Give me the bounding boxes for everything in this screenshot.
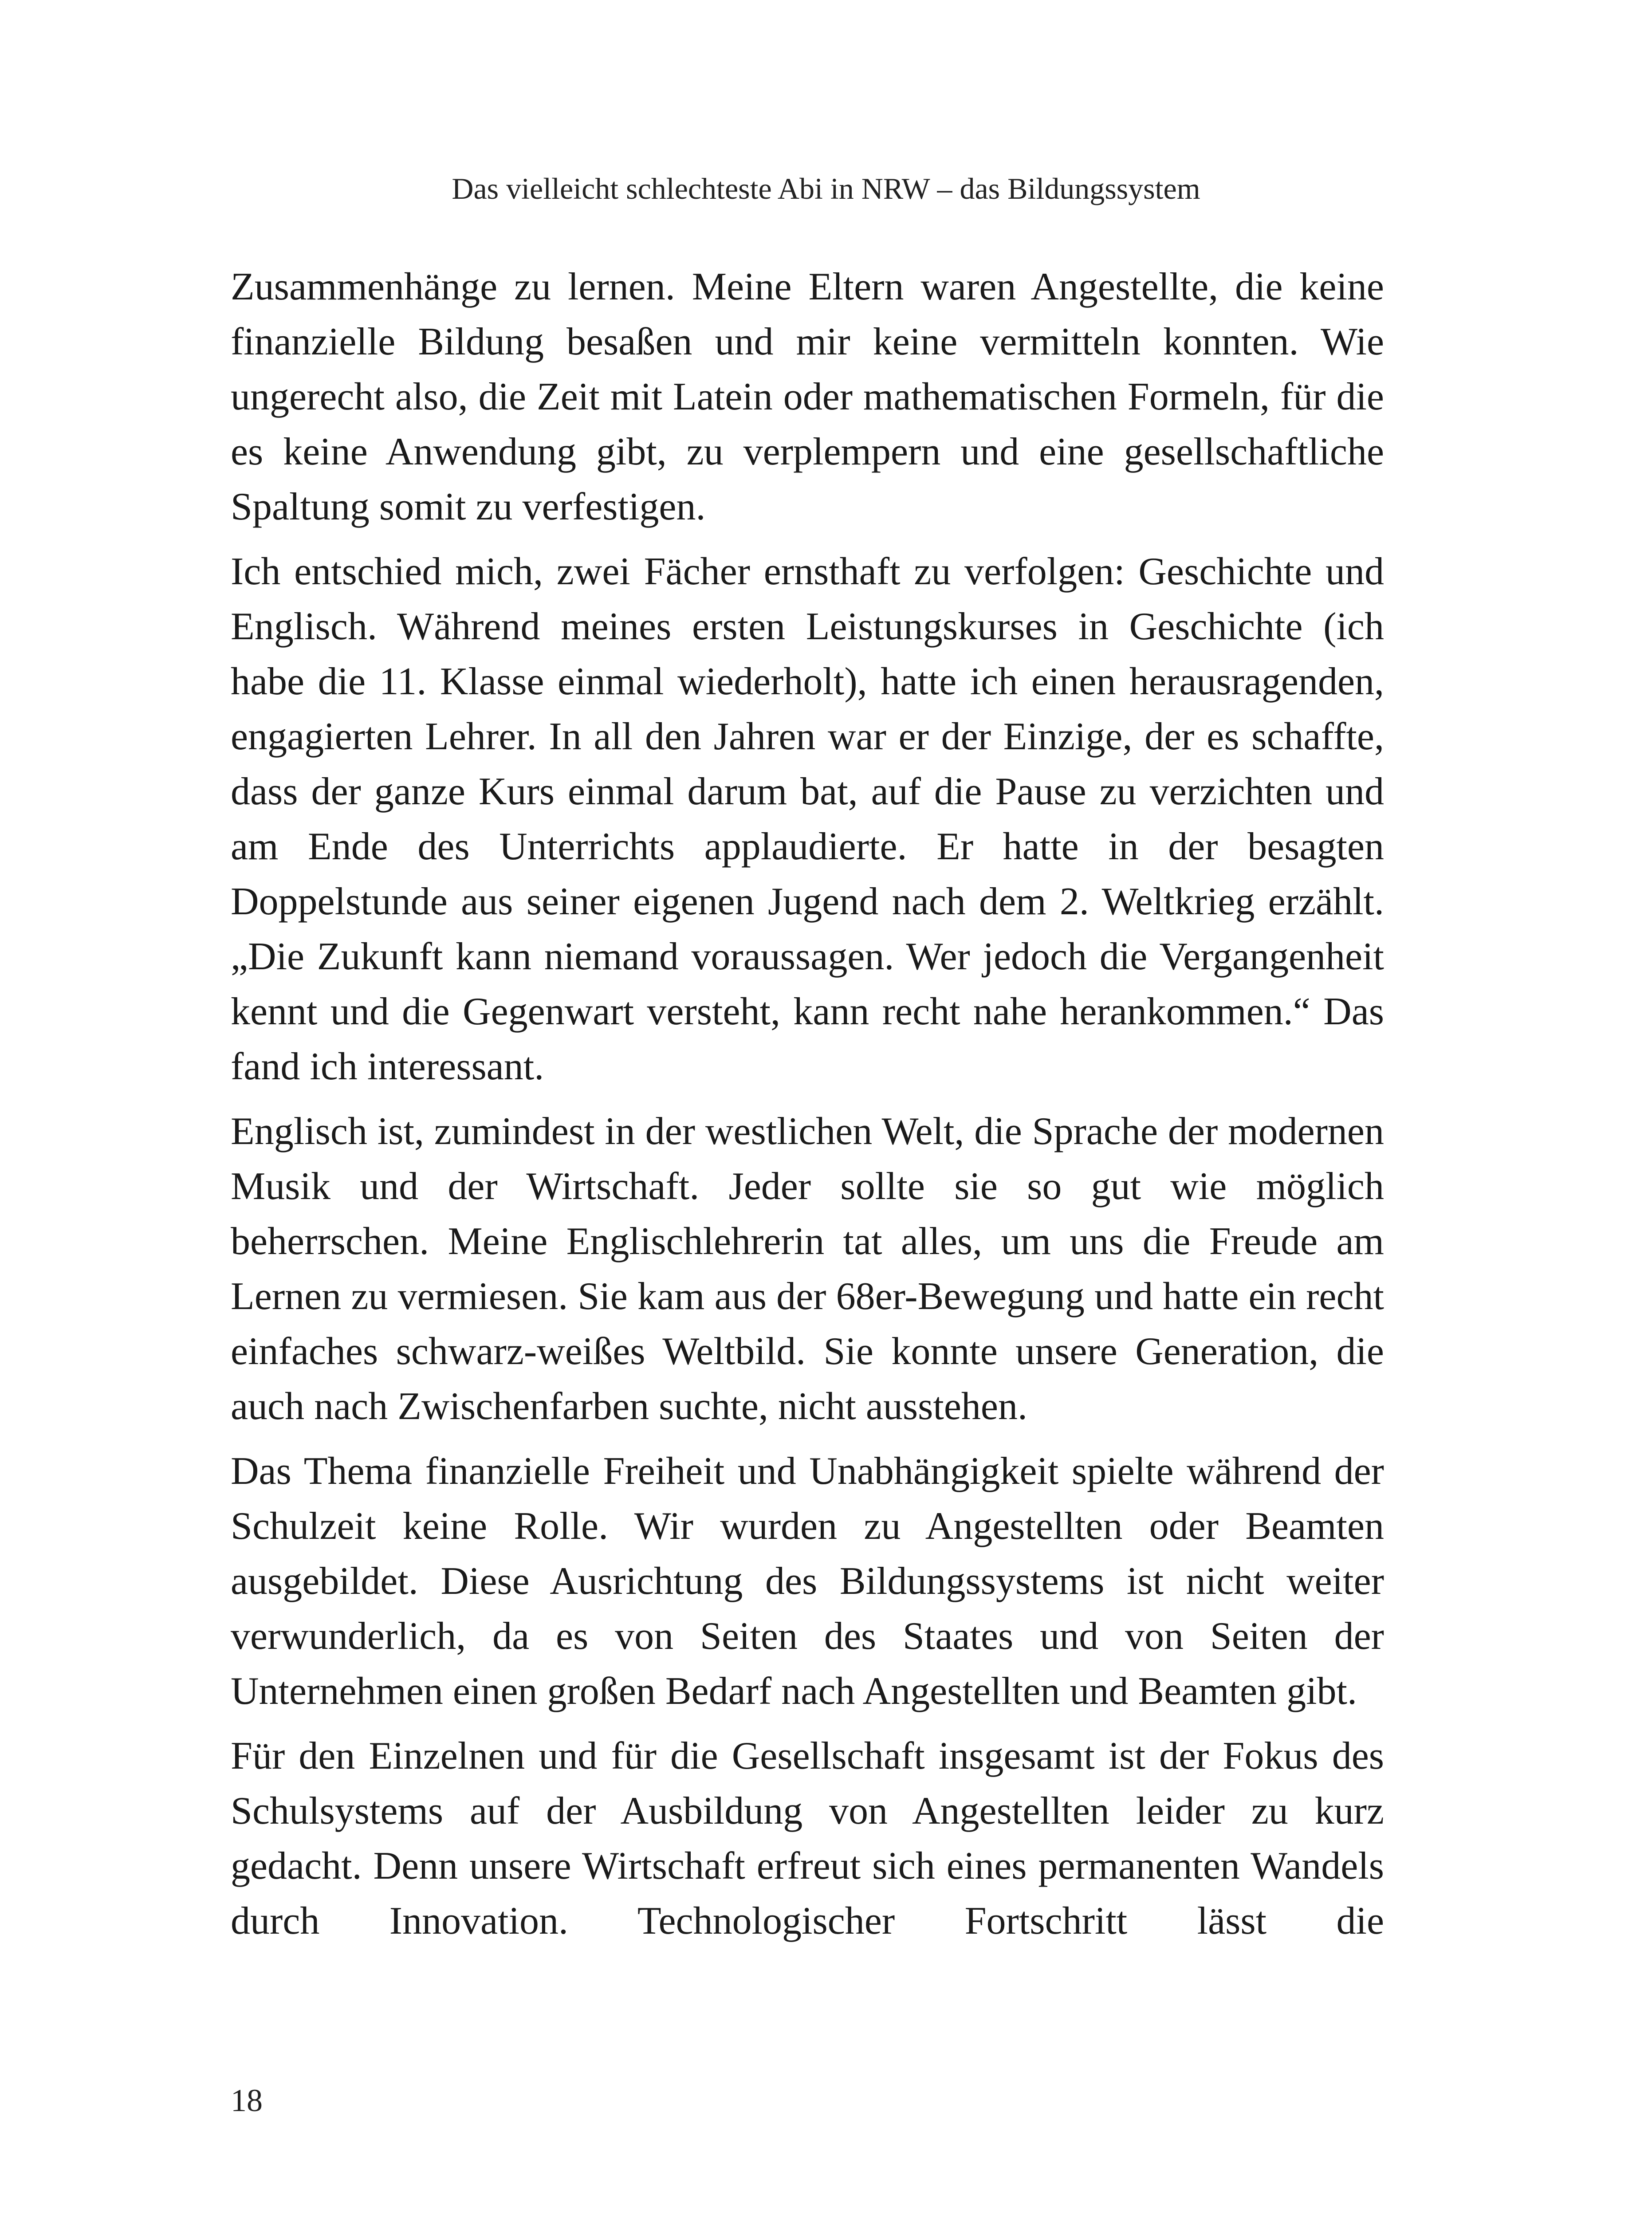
paragraph-1: Zusammenhänge zu lernen. Meine Eltern waren Angestellte, die keine finanzielle Bildung besaßen und mir keine vermitteln konnten. Wie ungerecht also, die Zeit mit Latein oder mathematischen Formeln, für die es keine Anwendung gibt, zu verplempern und eine gesellschaftliche Spaltung somit zu verfestigen. xyxy=(231,265,1384,528)
running-head: Das vielleicht schlechteste Abi in NRW – das Bildungssystem xyxy=(452,172,1200,205)
paragraph-2: Ich entschied mich, zwei Fächer ernsthaft zu verfolgen: Geschichte und Englisch. Während meines ersten Leistungskurses in Geschichte (ich habe die 11. Klasse einmal wiederholt), hatte ich einen herausragenden, engagierten Lehrer. In all den Jahren war er der Einzige, der es schaffte, dass der ganze Kurs einmal darum bat, auf die Pause zu verzichten und am Ende des Unterrichts applaudierte. Er hatte in der besagten Doppelstunde aus seiner eigenen Jugend nach dem 2. Weltkrieg erzählt. „Die Zukunft kann niemand voraussagen. Wer jedoch die Vergangenheit kennt und die Gegenwart versteht, kann recht nahe herankommen.“ Das fand ich interessant. xyxy=(231,550,1384,1088)
paragraph-4: Das Thema finanzielle Freiheit und Unabhängigkeit spielte während der Schulzeit keine Rolle. Wir wurden zu Angestellten oder Beamten ausgebildet. Diese Ausrichtung des Bildungssystems ist nicht weiter verwunderlich, da es von Seiten des Staates und von Seiten der Unternehmen einen großen Bedarf nach Angestellten und Beamten gibt. xyxy=(231,1450,1384,1713)
body-text xyxy=(231,260,1384,1958)
paragraph-3: Englisch ist, zumindest in der westlichen Welt, die Sprache der modernen Musik und der Wirtschaft. Jeder sollte sie so gut wie möglich beherrschen. Meine Englischlehrerin tat alles, um uns die Freude am Lernen zu vermiesen. Sie kam aus der 68er-Bewegung und hatte ein recht einfaches schwarz-weißes Weltbild. Sie konnte unsere Generation, die auch nach Zwischenfarben suchte, nicht ausstehen. xyxy=(231,1110,1384,1428)
page-number: 18 xyxy=(231,2083,263,2118)
paragraph-5: Für den Einzelnen und für die Gesellschaft insgesamt ist der Fokus des Schulsystems auf der Ausbildung von Angestellten leider zu kurz gedacht. Denn unsere Wirtschaft erfreut sich eines permanenten Wandels durch Innovation. Technologischer Fortschritt lässt die xyxy=(231,1734,1384,1943)
